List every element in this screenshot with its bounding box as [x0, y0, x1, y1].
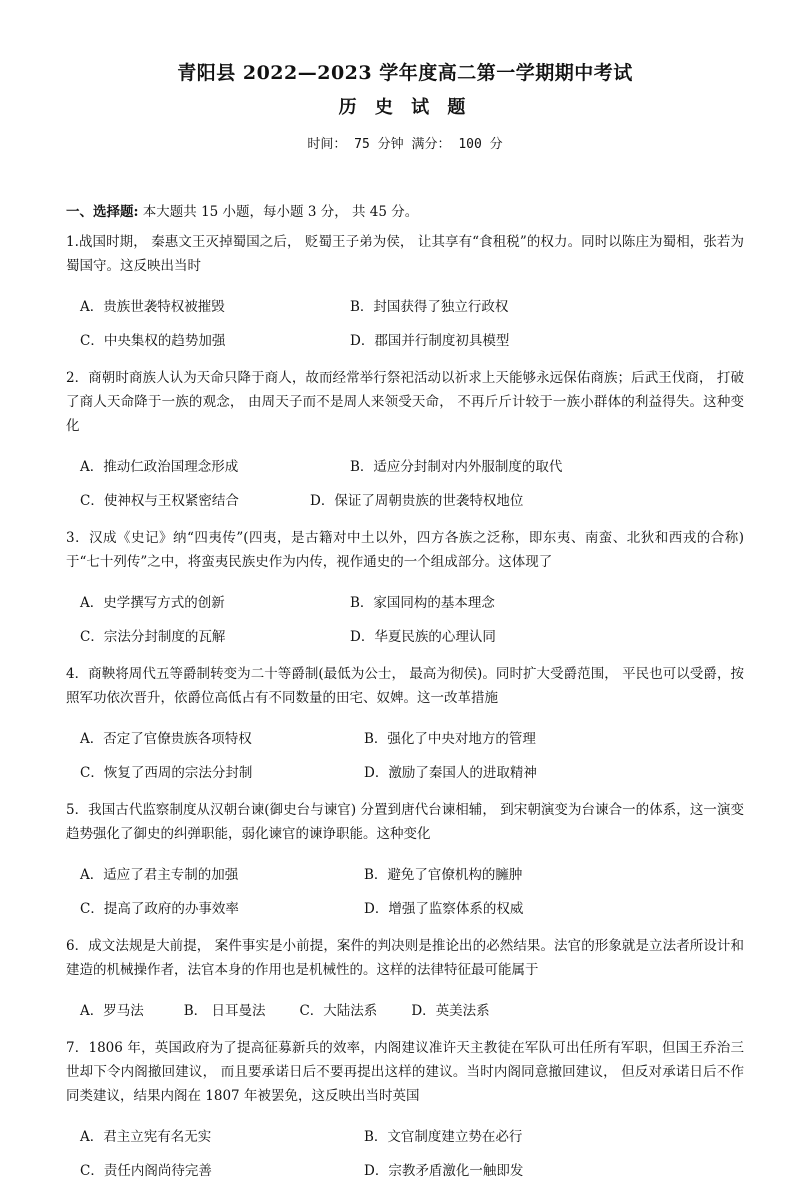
question-1-stem: 1.战国时期， 秦惠文王灭掉蜀国之后， 贬蜀王子弟为侯， 让其享有“食租税”的权力。同时以陈庄为蜀相，张若为蜀国守。这反映出当时 [66, 234, 744, 274]
question-1-option-a: A．贵族世袭特权被摧毁 [80, 299, 225, 315]
question-6-option-b: B． 日耳曼法 [183, 1003, 266, 1019]
exam-subject: 历 史 试 题 [338, 97, 472, 118]
question-7-option-d: D．宗教矛盾激化一触即发 [364, 1163, 524, 1179]
question-2-stem: 2．商朝时商族人认为天命只降于商人，故而经常举行祭祀活动以祈求上天能够永远保佑商族；后武王伐商， 打破了商人天命降于一族的观念， 由周天子而不是周人来领受天命， 不再斤斤计较于一族小群体的利益得失。这种变化 [66, 370, 744, 434]
question-1-option-d: D．郡国并行制度初具模型 [350, 333, 510, 349]
question-6-options [80, 992, 744, 1026]
section-description: 本大题共 15 小题，每小题 3 分， 共 45 分。 [142, 204, 419, 220]
question-4-option-c: C．恢复了西周的宗法分封制 [80, 765, 253, 781]
question-7-stem: 7．1806 年，英国政府为了提高征募新兵的效率，内阁建议准许天主教徒在军队可出任所有军职，但国王乔治三世却下令内阁撤回建议， 而且要承诺日后不要再提出这样的建议。当时内阁同意撤回建议， 但反对承诺日后不作同类建议，结果内阁在 1807 年被罢免，这反映出当时英国 [66, 1040, 744, 1104]
question-3-stem: 3．汉成《史记》纳“四夷传”(四夷，是古籍对中土以外，四方各族之泛称，即东夷、南蛮、北狄和西戎的合称)于“七十列传”之中，将蛮夷民族史作为内传，视作通史的一个组成部分。这体现了 [66, 530, 744, 570]
exam-title: 青阳县 2022—2023 学年度高二第一学期期中考试 [177, 62, 633, 84]
question-7-options [80, 1118, 744, 1186]
question-7-option-c: C．责任内阁尚待完善 [80, 1163, 212, 1179]
question-2-options [80, 448, 744, 516]
question-4-option-a: A．否定了官僚贵族各项特权 [80, 731, 252, 747]
question-5-option-c: C．提高了政府的办事效率 [80, 901, 239, 917]
question-1-option-b: B．封国获得了独立行政权 [350, 299, 509, 315]
question-3-option-d: D．华夏民族的心理认同 [350, 629, 496, 645]
question-4-options [80, 720, 744, 788]
exam-time-score: 时间： 75 分钟 满分： 100 分 [307, 137, 503, 152]
question-6-option-d: D．英美法系 [411, 1003, 490, 1019]
question-2-option-b: B．适应分封制对内外服制度的取代 [350, 459, 563, 475]
question-5-stem: 5．我国古代监察制度从汉朝台谏(御史台与谏官) 分置到唐代台谏相辅， 到宋朝演变为台谏合一的体系，这一演变趋势强化了御史的纠弹职能，弱化谏官的谏诤职能。这种变化 [66, 802, 744, 842]
question-7-option-b: B．文官制度建立势在必行 [364, 1129, 523, 1145]
question-6-stem: 6．成文法规是大前提， 案件事实是小前提，案件的判决则是推论出的必然结果。法官的形象就是立法者所设计和建造的机械操作者，法官本身的作用也是机械性的。这样的法律特征最可能属于 [66, 938, 744, 978]
question-2-option-a: A．推动仁政治国理念形成 [80, 459, 239, 475]
section-heading [66, 200, 744, 220]
question-4-option-b: B．强化了中央对地方的管理 [364, 731, 536, 747]
question-1-options [80, 288, 744, 356]
section-label: 一、选择题: [66, 204, 139, 220]
question-3-option-c: C．宗法分封制度的瓦解 [80, 629, 226, 645]
question-6-option-a: A．罗马法 [80, 1003, 144, 1019]
question-4-option-d: D．激励了秦国人的进取精神 [364, 765, 537, 781]
question-3-option-b: B．家国同构的基本理念 [350, 595, 495, 611]
question-5-option-a: A．适应了君主专制的加强 [80, 867, 239, 883]
question-2-option-c: C．使神权与王权紧密结合 [80, 493, 239, 509]
question-1-option-c: C．中央集权的趋势加强 [80, 333, 226, 349]
question-3-options [80, 584, 744, 652]
question-3-option-a: A．史学撰写方式的创新 [80, 595, 225, 611]
question-5-options [80, 856, 744, 924]
question-7-option-a: A．君主立宪有名无实 [80, 1129, 212, 1145]
question-5-option-b: B．避免了官僚机构的臃肿 [364, 867, 523, 883]
question-2-option-d: D．保证了周朝贵族的世袭特权地位 [310, 493, 524, 509]
question-6-option-c: C．大陆法系 [299, 1003, 378, 1019]
question-4-stem: 4．商鞅将周代五等爵制转变为二十等爵制(最低为公士， 最高为彻侯)。同时扩大受爵范围， 平民也可以受爵，按照军功依次晋升，依爵位高低占有不同数量的田宅、奴婢。这一改革措施 [66, 666, 744, 706]
question-5-option-d: D．增强了监察体系的权威 [364, 901, 524, 917]
